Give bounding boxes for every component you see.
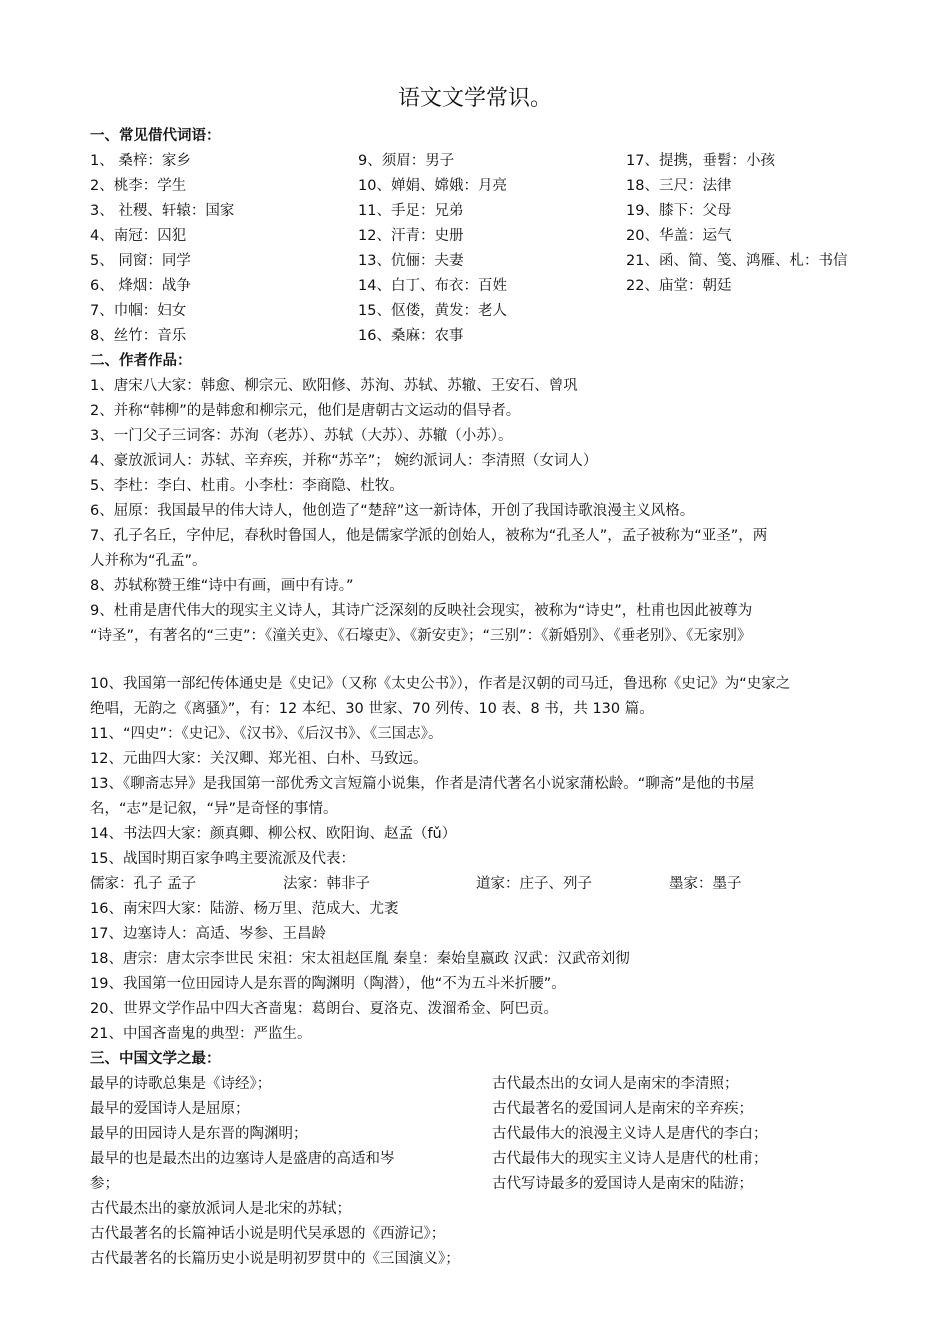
list-item: 12、汗青：史册: [358, 228, 464, 244]
paragraph: 11、“四史”：《史记》、《汉书》、《后汉书》、《三国志》。: [90, 726, 443, 742]
paragraph: 5、李杜：李白、杜甫。小李杜：李商隐、杜牧。: [90, 478, 404, 494]
paragraph: 14、书法四大家：颜真卿、柳公权、欧阳询、赵孟（fǔ）: [90, 826, 457, 842]
list-item: 古代最著名的长篇历史小说是明初罗贯中的《三国演义》；: [90, 1251, 460, 1267]
paragraph: 13、《聊斋志异》是我国第一部优秀文言短篇小说集，作者是清代著名小说家蒲松龄。“聊斋”是他的书屋: [90, 776, 755, 792]
paragraph: 21、中国吝啬鬼的典型：严监生。: [90, 1026, 312, 1042]
list-item: 4、南冠：囚犯: [90, 228, 187, 244]
list-item: 11、手足：兄弟: [358, 203, 464, 219]
paragraph: 2、并称“韩柳”的是韩愈和柳宗元，他们是唐朝古文运动的倡导者。: [90, 403, 521, 419]
firsts-column-right: [492, 1072, 862, 1197]
list-item: 17、提携，垂髫：小孩: [626, 153, 775, 169]
school-item: 儒家：孔子 孟子: [90, 876, 197, 892]
list-item: 19、膝下：父母: [626, 203, 732, 219]
metonymy-column-3: [626, 149, 862, 349]
list-item: 8、丝竹：音乐: [90, 328, 187, 344]
list-item: 7、巾帼：妇女: [90, 303, 187, 319]
paragraph: 7、孔子名丘，字仲尼，春秋时鲁国人，他是儒家学派的创始人，被称为“孔圣人”，孟子被称为“亚圣”，两: [90, 528, 768, 544]
list-item: 最早的诗歌总集是《诗经》；: [90, 1076, 272, 1092]
paragraph: 20、世界文学作品中四大吝啬鬼：葛朗台、夏洛克、泼溜希金、阿巴贡。: [90, 1001, 558, 1017]
list-item: 20、华盖：运气: [626, 228, 732, 244]
list-item: 5、 同窗：同学: [90, 253, 191, 269]
schools-row: [90, 872, 862, 897]
list-item: 1、 桑梓：家乡: [90, 153, 191, 169]
list-item: 6、 烽烟：战争: [90, 278, 191, 294]
list-item: 15、伛偻，黄发：老人: [358, 303, 507, 319]
paragraph-continuation: “诗圣”，有著名的“三吏”：《潼关吏》、《石壕吏》、《新安吏》；“三别”：《新婚别》、《垂老别》、《无家别》: [90, 628, 752, 644]
paragraph: 3、一门父子三词客：苏洵（老苏）、苏轼（大苏）、苏辙（小苏）。: [90, 428, 513, 444]
firsts-column-left: [90, 1072, 492, 1197]
list-item: 古代最著名的爱国词人是南宋的辛弃疾；: [492, 1101, 753, 1117]
paragraph: 12、元曲四大家：关汉卿、郑光祖、白朴、马致远。: [90, 751, 428, 767]
paragraph: 1、唐宋八大家：韩愈、柳宗元、欧阳修、苏洵、苏轼、苏辙、王安石、曾巩: [90, 378, 578, 394]
paragraph: 9、杜甫是唐代伟大的现实主义诗人，其诗广泛深刻的反映社会现实，被称为“诗史”，杜甫也因此被尊为: [90, 603, 753, 619]
list-item: 古代写诗最多的爱国诗人是南宋的陆游；: [492, 1176, 753, 1192]
paragraph: 6、屈原：我国最早的伟大诗人，他创造了“楚辞”这一新诗体，开创了我国诗歌浪漫主义风格。: [90, 503, 695, 519]
list-item-continuation: 参；: [90, 1176, 119, 1192]
section-heading-authors: 二、作者作品：: [90, 353, 192, 369]
list-item: 16、桑麻：农事: [358, 328, 464, 344]
metonymy-list: [90, 149, 862, 349]
blank-line: [90, 649, 862, 672]
page-title: 语文文学常识。: [397, 86, 552, 111]
list-item: 最早的也是最杰出的边塞诗人是盛唐的高适和岑: [90, 1151, 395, 1167]
paragraph: 16、南宋四大家：陆游、杨万里、范成大、尤袤: [90, 901, 399, 917]
list-item: 9、须眉：男子: [358, 153, 455, 169]
firsts-list: [90, 1072, 862, 1197]
list-item: 10、婵娟、嫦娥：月亮: [358, 178, 507, 194]
paragraph: 17、边塞诗人：高适、岑参、王昌龄: [90, 926, 326, 942]
school-item: 墨家：墨子: [669, 876, 742, 892]
list-item: 古代最杰出的豪放派词人是北宋的苏轼；: [90, 1201, 351, 1217]
list-item: 古代最伟大的浪漫主义诗人是唐代的李白；: [492, 1126, 768, 1142]
list-item: 3、 社稷、轩辕：国家: [90, 203, 235, 219]
list-item: 13、伉俪：夫妻: [358, 253, 464, 269]
list-item: 最早的爱国诗人是屈原；: [90, 1101, 250, 1117]
list-item: 14、白丁、布衣：百姓: [358, 278, 507, 294]
section-heading-metonymy: 一、常见借代词语：: [90, 128, 221, 144]
school-item: 法家：韩非子: [283, 876, 370, 892]
paragraph: 10、我国第一部纪传体通史是《史记》（又称《太史公书》），作者是汉朝的司马迁，鲁迅称《史记》为“史家之: [90, 676, 791, 692]
list-item: 21、函、简、笺、鸿雁、札：书信: [626, 253, 848, 269]
list-item: 古代最伟大的现实主义诗人是唐代的杜甫；: [492, 1151, 768, 1167]
paragraph: 18、唐宗：唐太宗李世民 宋祖：宋太祖赵匡胤 秦皇：秦始皇嬴政 汉武：汉武帝刘彻: [90, 951, 630, 967]
school-item: 道家：庄子、列子: [476, 876, 592, 892]
section-heading-firsts: 三、中国文学之最：: [90, 1051, 221, 1067]
paragraph-continuation: 名，“志”是记叙，“异”是奇怪的事情。: [90, 801, 338, 817]
metonymy-column-2: [358, 149, 626, 349]
list-item: 古代最著名的长篇神话小说是明代吴承恩的《西游记》；: [90, 1226, 446, 1242]
paragraph: 19、我国第一位田园诗人是东晋的陶渊明（陶潜），他“不为五斗米折腰”。: [90, 976, 566, 992]
list-item: 22、庙堂：朝廷: [626, 278, 732, 294]
paragraph: 8、苏轼称赞王维“诗中有画，画中有诗。”: [90, 578, 354, 594]
list-item: 18、三尺：法律: [626, 178, 732, 194]
paragraph-continuation: 绝唱，无韵之《离骚》”，有：12 本纪、30 世家、70 列传、10 表、8 书，共 130 篇。: [90, 701, 654, 717]
list-item: 古代最杰出的女词人是南宋的李清照；: [492, 1076, 739, 1092]
list-item: 2、桃李：学生: [90, 178, 187, 194]
paragraph: 15、战国时期百家争鸣主要流派及代表：: [90, 851, 355, 867]
document-body: [90, 124, 862, 1272]
list-item: 最早的田园诗人是东晋的陶渊明；: [90, 1126, 308, 1142]
paragraph-continuation: 人并称为“孔孟”。: [90, 553, 207, 569]
paragraph: 4、豪放派词人：苏轼、辛弃疾，并称“苏辛”； 婉约派词人：李清照（女词人）: [90, 453, 598, 469]
metonymy-column-1: [90, 149, 358, 349]
